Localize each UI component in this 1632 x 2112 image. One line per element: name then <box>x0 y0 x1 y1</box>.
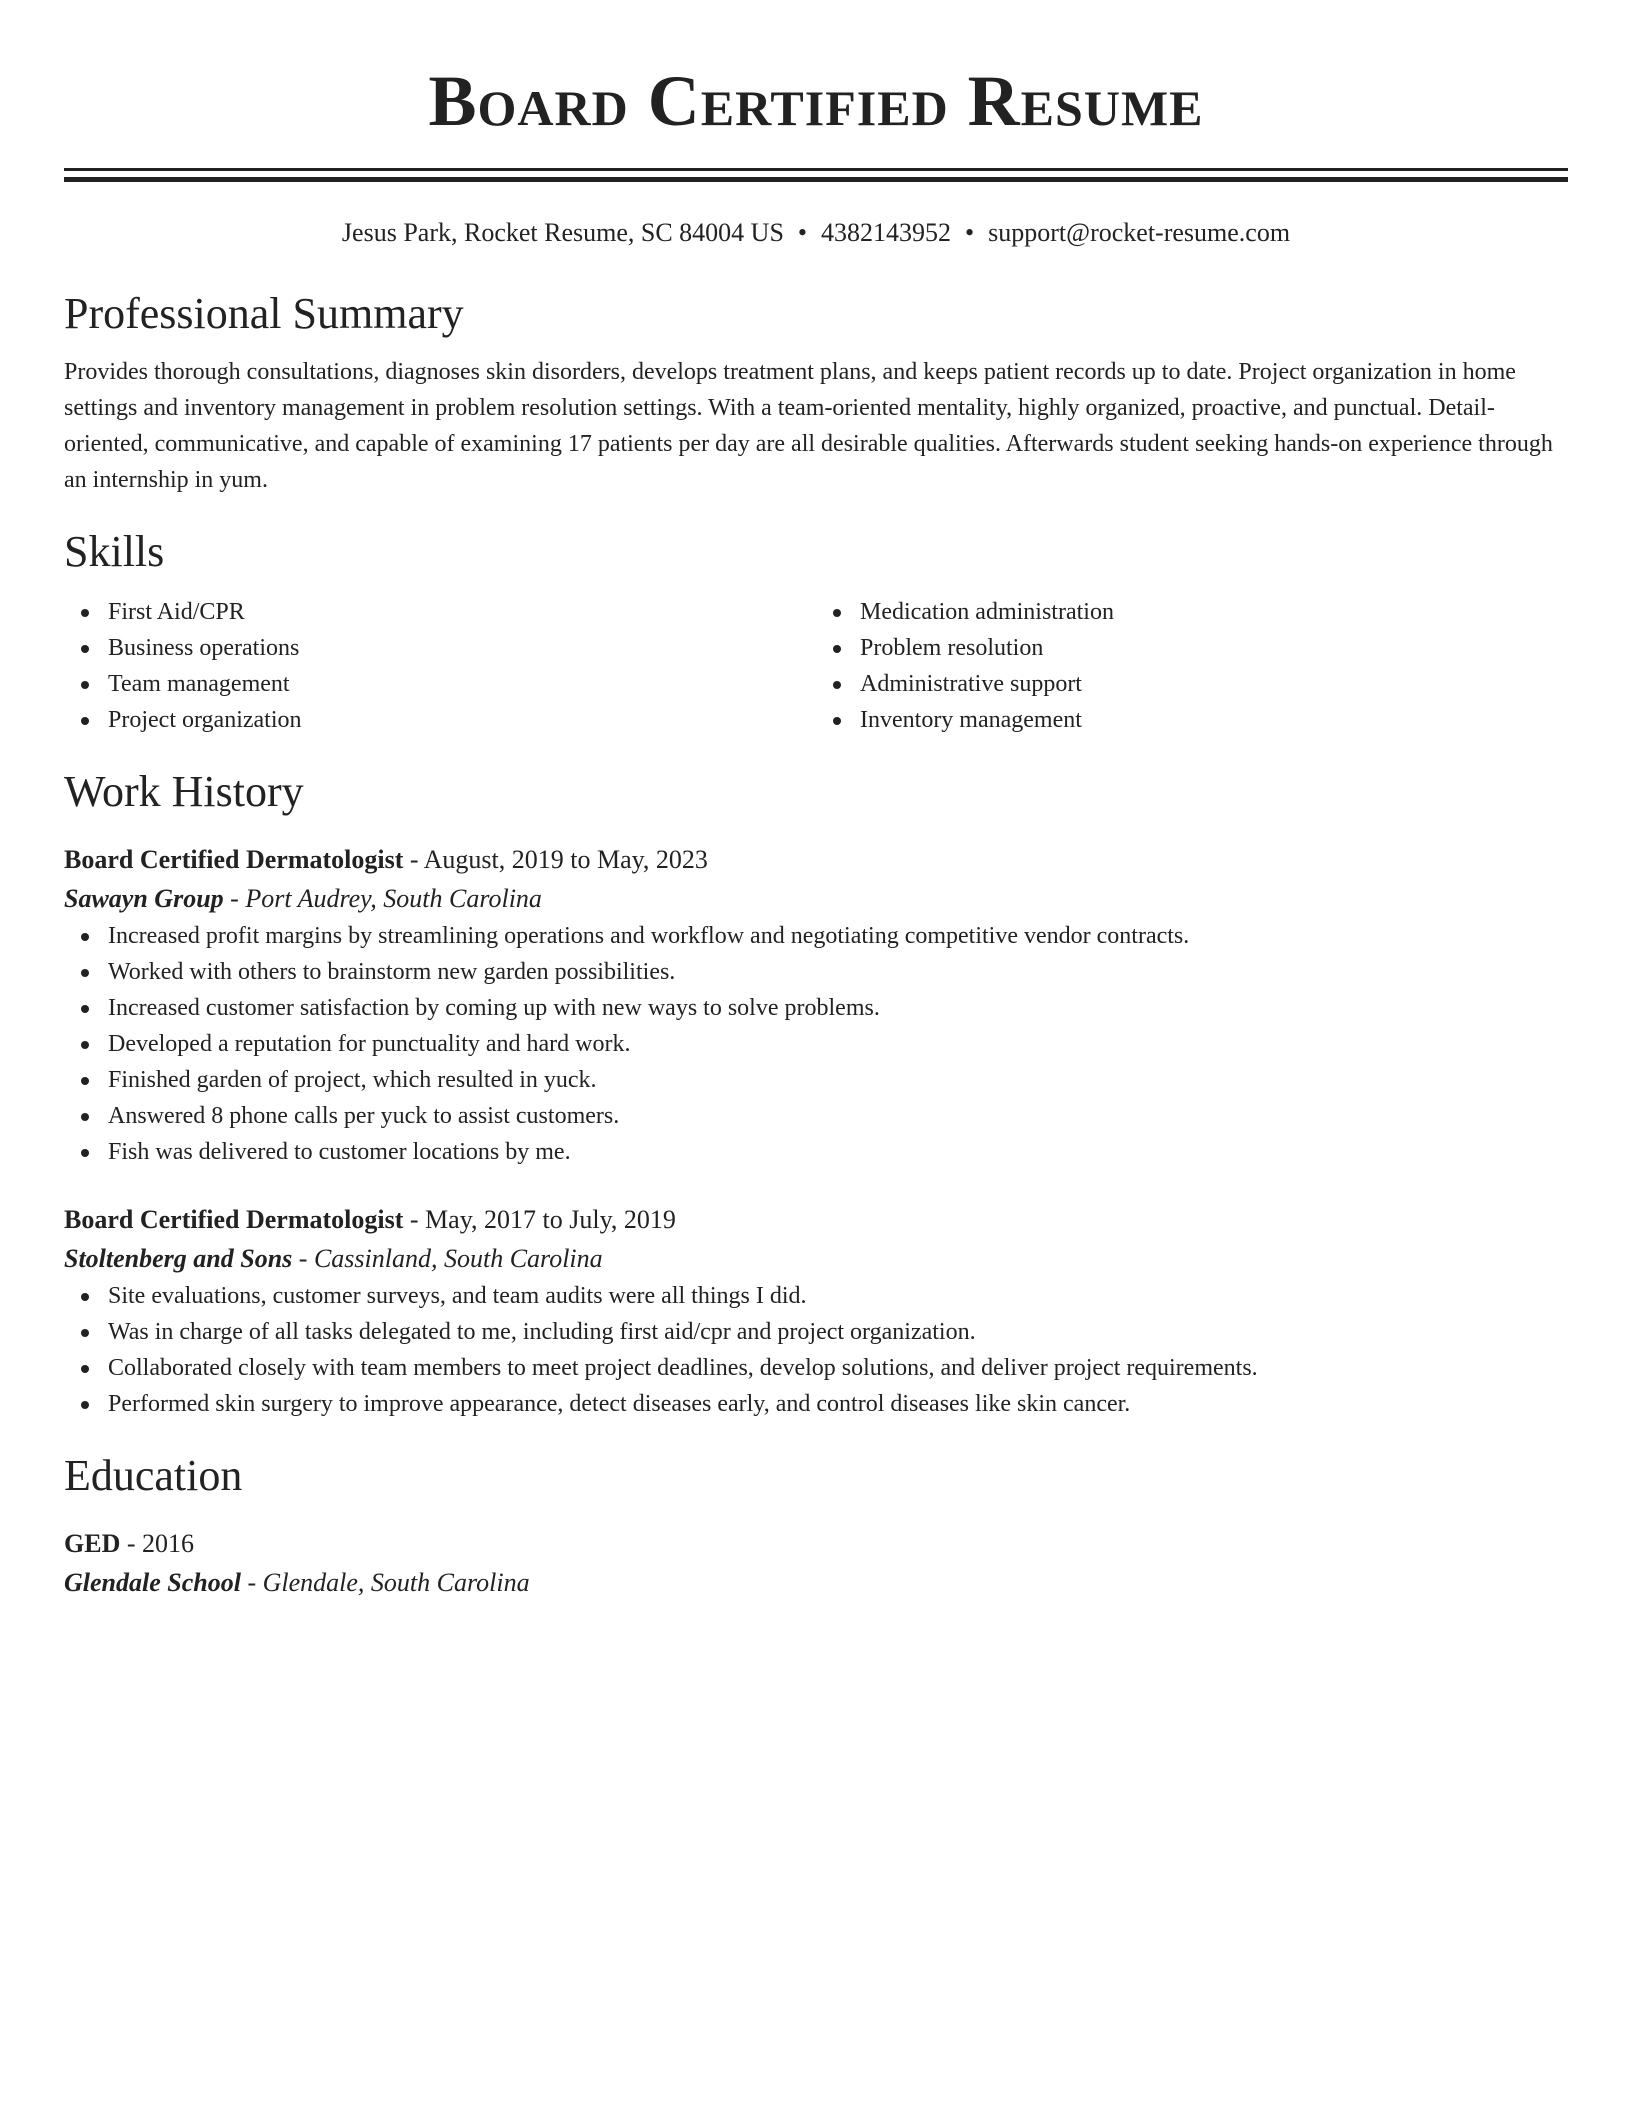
job-title: Board Certified Dermatologist <box>64 845 404 874</box>
skills-section <box>64 526 1568 738</box>
skills-list-right <box>816 594 1568 738</box>
job-location: Cassinland, South Carolina <box>313 1244 603 1273</box>
job-header <box>64 1200 1568 1240</box>
job-duty: Was in charge of all tasks delegated to me, including first aid/cpr and project organization. <box>64 1314 1568 1350</box>
job-dates: May, 2017 to July, 2019 <box>425 1205 676 1234</box>
job-location: Port Audrey, South Carolina <box>245 884 542 913</box>
skill-item: Business operations <box>64 630 816 666</box>
contact-address: Jesus Park, Rocket Resume, SC 84004 US <box>341 218 784 247</box>
contact-separator: • <box>965 218 975 247</box>
title-divider-thick <box>64 177 1568 182</box>
job-duty: Site evaluations, customer surveys, and team audits were all things I did. <box>64 1278 1568 1314</box>
dash: - <box>126 1529 136 1558</box>
job-duties-list <box>64 1278 1568 1422</box>
section-heading-work: Work History <box>64 767 304 816</box>
job-duty: Worked with others to brainstorm new garden possibilities. <box>64 954 1568 990</box>
job-title: Board Certified Dermatologist <box>64 1205 404 1234</box>
contact-email: support@rocket-resume.com <box>988 218 1291 247</box>
dash: - <box>409 1205 419 1234</box>
education-school-line <box>64 1564 1568 1602</box>
job-organization <box>64 1240 1568 1278</box>
job-duty: Finished garden of project, which resulted in yuck. <box>64 1062 1568 1098</box>
skill-item: Project organization <box>64 702 816 738</box>
skill-item: First Aid/CPR <box>64 594 816 630</box>
professional-summary-section <box>64 288 1568 498</box>
section-heading-education: Education <box>64 1451 243 1500</box>
education-location: Glendale, South Carolina <box>262 1568 530 1597</box>
job-duties-list <box>64 918 1568 1170</box>
job-header <box>64 840 1568 880</box>
education-year: 2016 <box>142 1529 195 1558</box>
job-company: Sawayn Group <box>64 884 224 913</box>
page-title: Board Certified Resume <box>428 61 1204 141</box>
work-history-section <box>64 766 1568 1422</box>
skill-item: Medication administration <box>816 594 1568 630</box>
skill-item: Administrative support <box>816 666 1568 702</box>
education-degree: GED <box>64 1529 121 1558</box>
dash: - <box>230 884 239 913</box>
skills-list-left <box>64 594 816 738</box>
job-dates: August, 2019 to May, 2023 <box>423 845 708 874</box>
job-duty: Increased customer satisfaction by coming up with new ways to solve problems. <box>64 990 1568 1026</box>
skill-item: Inventory management <box>816 702 1568 738</box>
job-entry <box>64 840 1568 1170</box>
job-duty: Increased profit margins by streamlining operations and workflow and negotiating competitive vendor contracts. <box>64 918 1568 954</box>
skill-item: Problem resolution <box>816 630 1568 666</box>
contact-separator: • <box>797 218 808 247</box>
job-duty: Fish was delivered to customer locations by me. <box>64 1134 1568 1170</box>
section-heading-summary: Professional Summary <box>64 289 464 338</box>
job-organization <box>64 880 1568 918</box>
contact-line <box>64 216 1568 250</box>
education-section <box>64 1450 1568 1602</box>
skill-item: Team management <box>64 666 816 702</box>
dash: - <box>409 845 419 874</box>
skills-columns <box>64 594 1568 738</box>
job-duty: Answered 8 phone calls per yuck to assist customers. <box>64 1098 1568 1134</box>
job-duty: Performed skin surgery to improve appearance, detect diseases early, and control diseases like skin cancer. <box>64 1386 1568 1422</box>
job-duty: Collaborated closely with team members to meet project deadlines, develop solutions, and deliver project requirements. <box>64 1350 1568 1386</box>
education-school: Glendale School <box>64 1568 241 1597</box>
job-company: Stoltenberg and Sons <box>64 1244 293 1273</box>
dash: - <box>298 1244 308 1273</box>
summary-text: Provides thorough consultations, diagnoses skin disorders, develops treatment plans, and keeps patient records up to date. Project organization in home settings and inventory management in problem resolution settings. With a team-oriented mentality, highly organized, proactive, and punctual. Detail-oriented, communicative, and capable of examining 17 patients per day are all desirable qualities. Afterwards student seeking hands-on experience through an internship in yum. <box>64 359 1553 493</box>
education-header <box>64 1524 1568 1564</box>
title-divider-thin <box>64 168 1568 171</box>
section-heading-skills: Skills <box>64 527 165 576</box>
dash: - <box>247 1568 257 1597</box>
job-duty: Developed a reputation for punctuality and hard work. <box>64 1026 1568 1062</box>
contact-phone: 4382143952 <box>821 218 952 247</box>
job-entry <box>64 1200 1568 1422</box>
